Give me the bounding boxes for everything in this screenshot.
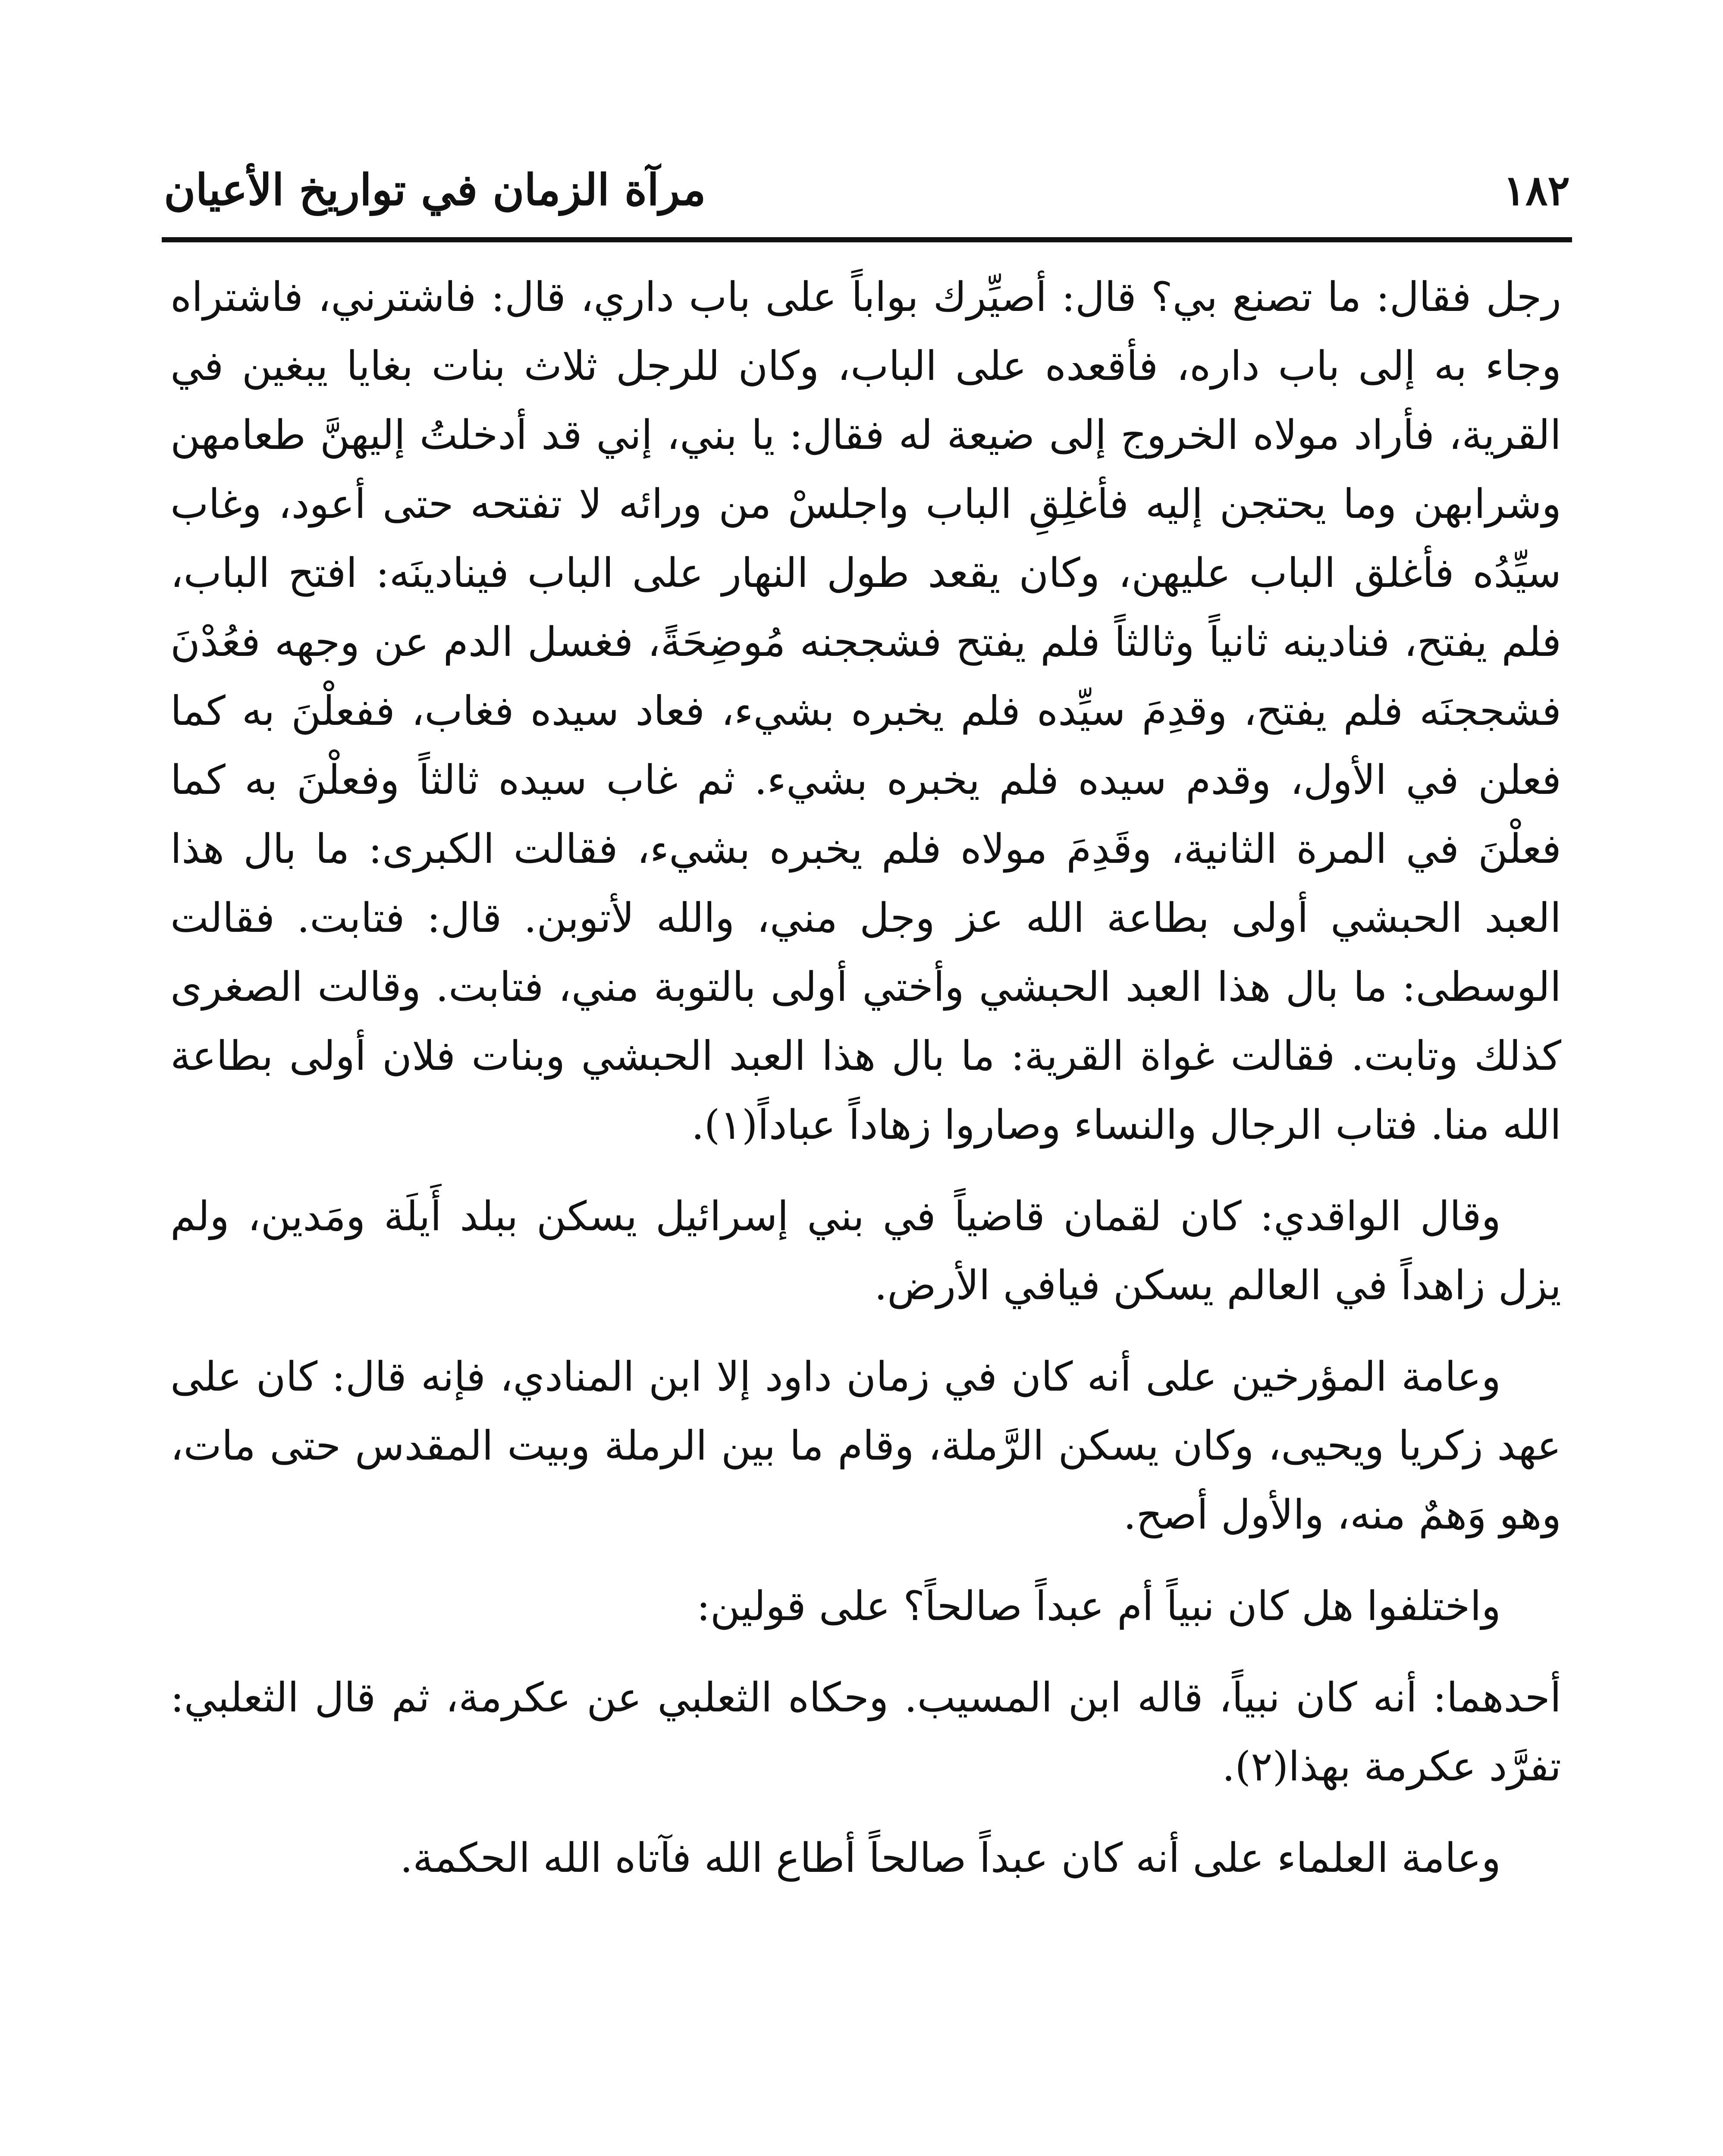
paragraph-story: رجل فقال: ما تصنع بي؟ قال: أصيِّرك بواباً على باب داري، قال: فاشترني، فاشتراه وجاء به إلى باب داره، فأقعده على الباب، وكان للرجل ثلاث بنات بغايا يبغين في القرية، فأراد مولاه الخروج إلى ضيعة له فقال: يا بني، إني قد أدخلتُ إليهنَّ طعامهن وشرابهن وما يحتجن إليه فأغلِقِ الباب واجلسْ من ورائه لا تفتحه حتى أعود، وغاب سيِّدُه فأغلق الباب عليهن، وكان يقعد طول النهار على الباب فينادينَه: افتح الباب، فلم يفتح، فنادينه ثانياً وثالثاً فلم يفتح فشججنه مُوضِحَةً، فغسل الدم عن وجهه فعُدْنَ فشججنَه فلم يفتح، وقدِمَ سيِّده فلم يخبره بشيء، فعاد سيده فغاب، ففعلْنَ به كما فعلن في الأول، وقدم سيده فلم يخبره بشيء. ثم غاب سيده ثالثاً وفعلْنَ به كما فعلْنَ في المرة الثانية، وقَدِمَ مولاه فلم يخبره بشيء، فقالت الكبرى: ما بال هذا العبد الحبشي أولى بطاعة الله عز وجل مني، والله لأتوبن. قال: فتابت. فقالت الوسطى: ما بال هذا العبد الحبشي وأختي أولى بالتوبة مني، فتابت. وقالت الصغرى كذلك وتابت. فقالت غواة القرية: ما بال هذا العبد الحبشي وبنات فلان أولى بطاعة الله منا. فتاب الرجال والنساء وصاروا زهاداً عباداً(١).	[170, 274, 1561, 1149]
header-rule	[162, 237, 1572, 242]
page-number: ١٨٢	[1503, 166, 1570, 215]
paragraph-first-opinion: أحدهما: أنه كان نبياً، قاله ابن المسيب. وحكاه الثعلبي عن عكرمة، ثم قال الثعلبي: تفرَّد عكرمة بهذا(٢).	[170, 1674, 1561, 1790]
main-text	[170, 263, 1561, 1915]
paragraph-waqidi: وقال الواقدي: كان لقمان قاضياً في بني إسرائيل يسكن ببلد أَيلَة ومَدين، ولم يزل زاهداً في العالم يسكن فيافي الأرض.	[170, 1193, 1561, 1309]
page-header	[164, 155, 1570, 215]
paragraph-disagreement: واختلفوا هل كان نبياً أم عبداً صالحاً؟ على قولين:	[697, 1583, 1501, 1630]
running-title: مرآة الزمان في تواريخ الأعيان	[164, 164, 706, 215]
paragraph-scholars: وعامة العلماء على أنه كان عبداً صالحاً أطاع الله فآتاه الله الحكمة.	[400, 1835, 1501, 1882]
paragraph-historians: وعامة المؤرخين على أنه كان في زمان داود إلا ابن المنادي، فإنه قال: كان على عهد زكريا ويحيى، وكان يسكن الرَّملة، وقام ما بين الرملة وبيت المقدس حتى مات، وهو وَهمٌ منه، والأول أصح.	[170, 1354, 1561, 1539]
